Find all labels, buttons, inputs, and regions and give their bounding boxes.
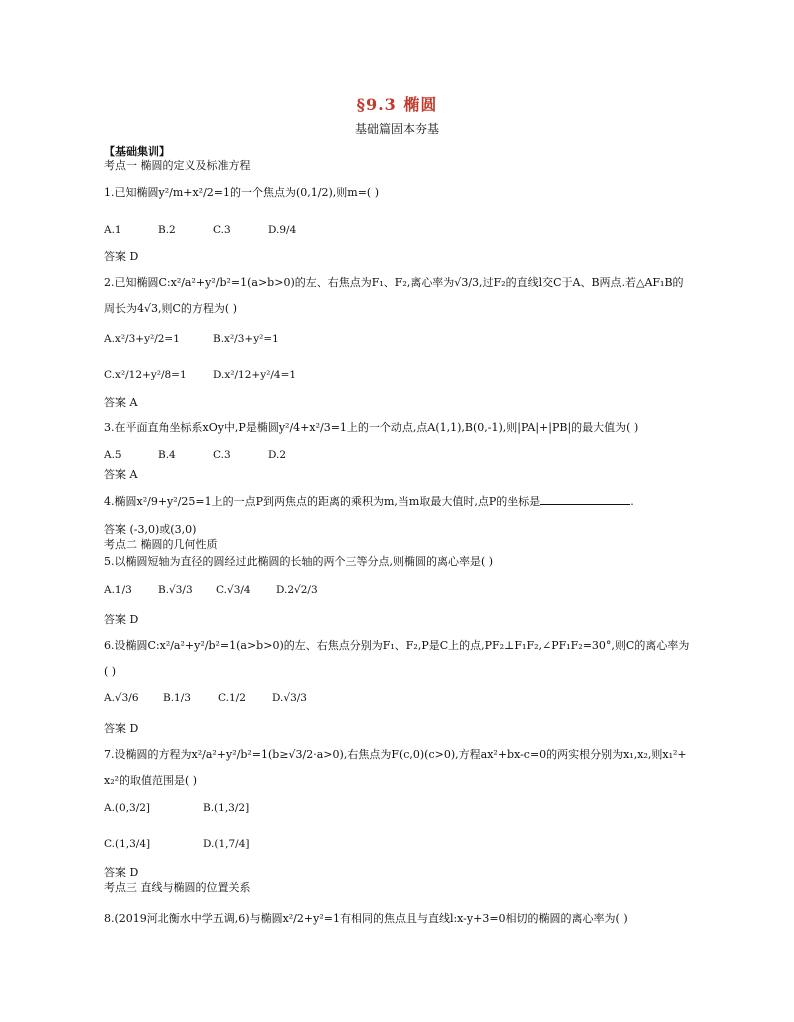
question-7-stem: 7.设椭圆的方程为x²/a²+y²/b²=1(b≥√3/2·a>0),右焦点为F(c,0)(c>0),方程ax²+bx-c=0的两实根分别为x₁,x₂,则x₁²+ [104, 748, 687, 761]
question-5-answer: 答案 D [104, 613, 139, 626]
question-2-option-c: C.x²/12+y²/8=1 [104, 369, 187, 381]
question-7-option-b: B.(1,3/2] [203, 802, 250, 814]
question-5-option-a: A.1/3 [104, 584, 132, 596]
question-1-option-b: B.2 [158, 224, 176, 236]
question-5-stem: 5.以椭圆短轴为直径的圆经过此椭圆的长轴的两个三等分点,则椭圆的离心率是( ) [104, 555, 494, 568]
question-5-option-b: B.√3/3 [158, 584, 193, 596]
question-2-option-b: B.x²/3+y²=1 [213, 333, 279, 345]
question-2-stem: 2.已知椭圆C:x²/a²+y²/b²=1(a>b>0)的左、右焦点为F₁、F₂,离心率为√3/3,过F₂的直线l交C于A、B两点.若△AF₁B的 [104, 276, 684, 289]
question-1-option-a: A.1 [104, 224, 122, 236]
question-5-option-d: D.2√2/3 [276, 584, 318, 596]
question-2-stem-cont: 周长为4√3,则C的方程为( ) [104, 302, 237, 315]
topic-3-heading: 考点三 直线与椭圆的位置关系 [104, 881, 251, 894]
question-6-stem-cont: ( ) [104, 665, 117, 678]
question-7-option-d: D.(1,7/4] [203, 838, 250, 850]
question-2-option-d: D.x²/12+y²/4=1 [213, 369, 297, 381]
question-3-option-c: C.3 [213, 449, 231, 461]
question-1-stem: 1.已知椭圆y²/m+x²/2=1的一个焦点为(0,1/2),则m=( ) [104, 186, 380, 199]
question-7-option-c: C.(1,3/4] [104, 838, 151, 850]
question-4-blank [540, 494, 630, 505]
question-6-option-a: A.√3/6 [104, 692, 139, 704]
question-7-stem-cont: x₂²的取值范围是( ) [104, 774, 198, 787]
question-4-stem: 4.椭圆x²/9+y²/25=1上的一点P到两焦点的距离的乘积为m,当m取最大值时,点P的坐标是 [104, 495, 541, 508]
question-4-end: . [630, 495, 634, 508]
question-3-option-a: A.5 [104, 449, 122, 461]
question-7-option-a: A.(0,3/2] [104, 802, 151, 814]
section-basic-training: 【基础集训】 [104, 145, 170, 158]
question-1-option-d: D.9/4 [268, 224, 297, 236]
question-6-stem: 6.设椭圆C:x²/a²+y²/b²=1(a>b>0)的左、右焦点分别为F₁、F₂,P是C上的点,PF₂⊥F₁F₂,∠PF₁F₂=30°,则C的离心率为 [104, 639, 690, 652]
question-5-option-c: C.√3/4 [216, 584, 251, 596]
question-2-option-a: A.x²/3+y²/2=1 [104, 333, 180, 345]
question-3-answer: 答案 A [104, 468, 138, 481]
page-subtitle: 基础篇固本夯基 [354, 122, 439, 136]
question-1-option-c: C.3 [213, 224, 231, 236]
question-7-answer: 答案 D [104, 866, 139, 879]
question-4-answer: 答案 (-3,0)或(3,0) [104, 523, 197, 536]
question-6-option-b: B.1/3 [163, 692, 191, 704]
page-title: §9.3 椭圆 [356, 95, 438, 114]
topic-1-heading: 考点一 椭圆的定义及标准方程 [104, 159, 251, 172]
question-3-option-b: B.4 [158, 449, 176, 461]
question-6-option-c: C.1/2 [218, 692, 246, 704]
question-3-option-d: D.2 [268, 449, 287, 461]
question-6-option-d: D.√3/3 [272, 692, 307, 704]
question-6-answer: 答案 D [104, 722, 139, 735]
question-4-stem-line [104, 494, 634, 509]
question-3-stem: 3.在平面直角坐标系xOy中,P是椭圆y²/4+x²/3=1上的一个动点,点A(1,1),B(0,-1),则|PA|+|PB|的最大值为( ) [104, 421, 639, 434]
question-1-answer: 答案 D [104, 250, 139, 263]
topic-2-heading: 考点二 椭圆的几何性质 [104, 538, 218, 551]
question-8-stem: 8.(2019河北衡水中学五调,6)与椭圆x²/2+y²=1有相同的焦点且与直线l:x-y+3=0相切的椭圆的离心率为( ) [104, 912, 628, 925]
question-2-answer: 答案 A [104, 396, 138, 409]
